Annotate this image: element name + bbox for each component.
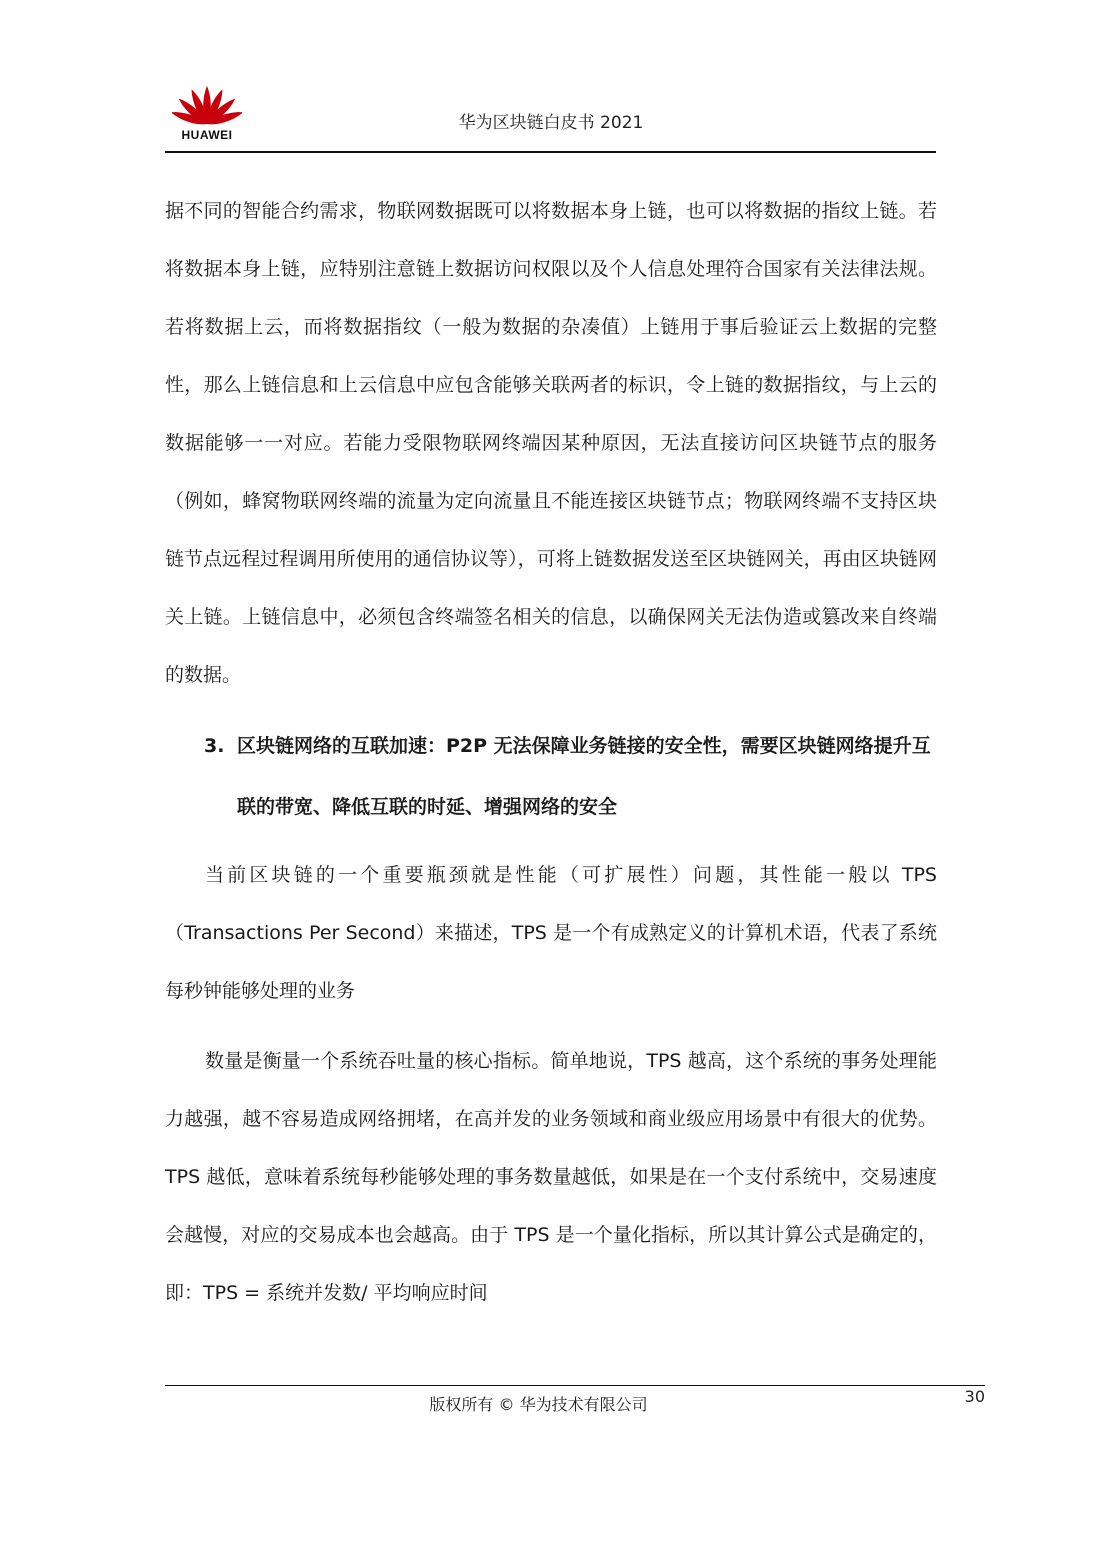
- page-number: 30: [964, 1387, 985, 1406]
- logo-wordmark: HUAWEI: [181, 128, 233, 142]
- section-heading-text: 区块链网络的互联加速：P2P 无法保障业务链接的安全性，需要区块链网络提升互联的带宽、降低互联的时延、增强网络的安全: [237, 735, 931, 818]
- document-body: [165, 182, 937, 1322]
- header-divider: [165, 151, 936, 153]
- footer-divider: [165, 1385, 985, 1386]
- footer-copyright: 版权所有 © 华为技术有限公司: [429, 1395, 648, 1414]
- body-paragraph-1: 据不同的智能合约需求，物联网数据既可以将数据本身上链，也可以将数据的指纹上链。若将数据本身上链，应特别注意链上数据访问权限以及个人信息处理符合国家有关法律法规。若将数据上云，而将数据指纹（一般为数据的杂凑值）上链用于事后验证云上数据的完整性，那么上链信息和上云信息中应包含能够关联两者的标识，令上链的数据指纹，与上云的数据能够一一对应。若能力受限物联网终端因某种原因，无法直接访问区块链节点的服务（例如，蜂窝物联网终端的流量为定向流量且不能连接区块链节点；物联网终端不支持区块链节点远程过程调用所使用的通信协议等），可将上链数据发送至区块链网关，再由区块链网关上链。上链信息中，必须包含终端签名相关的信息，以确保网关无法伪造或篡改来自终端的数据。: [165, 200, 937, 686]
- body-paragraph-3: 数量是衡量一个系统吞吐量的核心指标。简单地说，TPS 越高，这个系统的事务处理能力越强，越不容易造成网络拥堵，在高并发的业务领域和商业级应用场景中有很大的优势。TPS 越低，意味着系统每秒能够处理的事务数量越低，如果是在一个支付系统中，交易速度会越慢，对应的交易成本也会越高。由于 TPS 是一个量化指标，所以其计算公式是确定的，即：TPS = 系统并发数/ 平均响应时间: [165, 1050, 937, 1304]
- section-heading: [165, 716, 937, 838]
- body-paragraph-2: 当前区块链的一个重要瓶颈就是性能（可扩展性）问题，其性能一般以 TPS（Transactions Per Second）来描述，TPS 是一个有成熟定义的计算机术语，代表了系统每秒钟能够处理的业务: [165, 864, 937, 1002]
- section-heading-number: 3.: [204, 735, 225, 757]
- page-header-title: 华为区块链白皮书 2021: [458, 113, 644, 133]
